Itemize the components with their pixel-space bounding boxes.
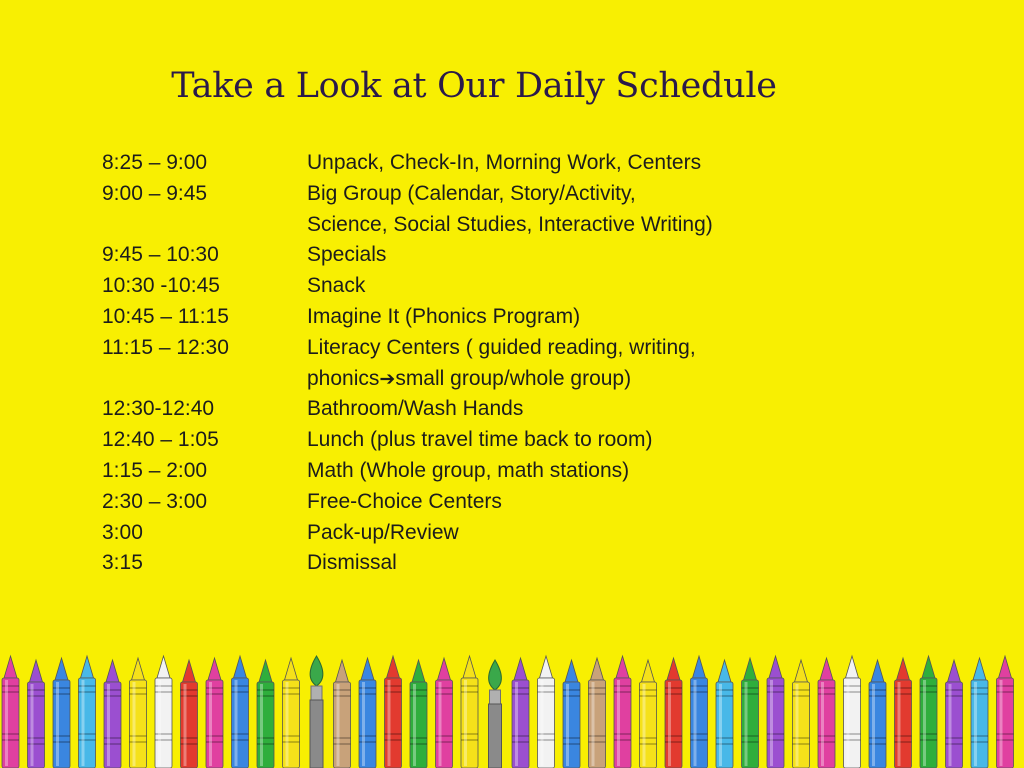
crayon-icon: [130, 658, 147, 768]
schedule-activity: [307, 179, 862, 241]
schedule-row: [102, 179, 862, 241]
paintbrush-icon: [310, 656, 323, 768]
crayon-icon: [79, 656, 96, 768]
crayon-icon: [640, 660, 657, 768]
activity-text: small group/whole group): [395, 366, 632, 390]
activity-text: phonics: [307, 366, 380, 390]
crayon-icon: [283, 658, 300, 768]
crayon-icon: [869, 660, 886, 768]
schedule-activity: [307, 240, 862, 271]
schedule-activity: [307, 487, 862, 518]
activity-line: Literacy Centers ( guided reading, writing,: [307, 335, 696, 359]
crayon-icon: [53, 658, 70, 768]
crayon-icon: [385, 656, 402, 768]
schedule-time: 3:15: [102, 551, 143, 575]
activity-line: Pack-up/Review: [307, 520, 459, 544]
schedule-activity: [307, 148, 862, 179]
crayon-icon: [512, 658, 529, 768]
crayon-icon: [563, 660, 580, 768]
activity-line: Snack: [307, 274, 366, 298]
crayon-icon: [920, 656, 937, 768]
crayon-icon: [742, 658, 759, 768]
schedule-activity: [307, 394, 862, 425]
crayon-icon: [334, 660, 351, 768]
crayon-icon: [895, 658, 912, 768]
activity-line: Unpack, Check-In, Morning Work, Centers: [307, 151, 702, 174]
crayon-icon: [691, 656, 708, 768]
crayon-icon: [359, 658, 376, 768]
schedule-row: [102, 394, 862, 425]
crayon-icon: [946, 660, 963, 768]
crayon-icon: [206, 658, 223, 768]
activity-line: Dismissal: [307, 551, 397, 575]
crayon-icon: [589, 658, 606, 768]
schedule-row: [102, 271, 862, 302]
crayon-icon: [28, 660, 45, 768]
activity-line: Specials: [307, 243, 387, 267]
activity-line: Imagine It (Phonics Program): [307, 304, 581, 328]
crayon-icon: [665, 658, 682, 768]
crayon-icon: [818, 658, 835, 768]
schedule-time: 10:45 – 11:15: [102, 304, 229, 328]
schedule-time: 2:30 – 3:00: [102, 489, 208, 513]
schedule-time: 12:30-12:40: [102, 397, 215, 421]
schedule-row: [102, 425, 862, 456]
schedule-row: [102, 302, 862, 333]
page-title: Take a Look at Our Daily Schedule: [171, 66, 777, 106]
schedule-row: [102, 240, 862, 271]
schedule-list: [102, 148, 862, 579]
crayons-border-icon: [0, 652, 1024, 768]
schedule-activity: [307, 548, 862, 579]
schedule-row: [102, 548, 862, 579]
schedule-row: [102, 518, 862, 549]
schedule-activity: [307, 425, 862, 456]
schedule-time: 9:45 – 10:30: [102, 243, 219, 267]
schedule-time: 1:15 – 2:00: [102, 458, 208, 482]
activity-line: Bathroom/Wash Hands: [307, 397, 524, 421]
crayon-icon: [614, 656, 631, 768]
crayon-icon: [104, 660, 121, 768]
crayon-icon: [716, 660, 733, 768]
schedule-activity: [307, 271, 862, 302]
schedule-time: 8:25 – 9:00: [102, 151, 208, 174]
crayon-icon: [2, 656, 19, 768]
schedule-row: [102, 148, 862, 179]
activity-line: Big Group (Calendar, Story/Activity,: [307, 181, 636, 205]
crayon-icon: [232, 656, 249, 768]
crayon-icon: [436, 658, 453, 768]
crayon-icon: [257, 660, 274, 768]
schedule-activity: [307, 518, 862, 549]
paintbrush-icon: [489, 660, 502, 768]
crayon-icon: [181, 660, 198, 768]
schedule-time: 11:15 – 12:30: [102, 335, 229, 359]
arrow-right-icon: ➔: [379, 367, 396, 390]
crayon-icon: [971, 658, 988, 768]
crayon-icon: [410, 660, 427, 768]
activity-line: Free-Choice Centers: [307, 489, 502, 513]
crayon-icon: [155, 656, 172, 768]
schedule-time: 10:30 -10:45: [102, 274, 220, 298]
activity-line: Lunch (plus travel time back to room): [307, 428, 653, 452]
schedule-row: [102, 456, 862, 487]
activity-line: [307, 364, 862, 395]
schedule-activity: [307, 456, 862, 487]
crayon-icon: [538, 656, 555, 768]
activity-line: Math (Whole group, math stations): [307, 458, 630, 482]
crayon-icon: [767, 656, 784, 768]
crayon-icon: [461, 656, 478, 768]
schedule-time: 9:00 – 9:45: [102, 181, 208, 205]
crayon-icon: [997, 656, 1014, 768]
schedule-activity: [307, 333, 862, 364]
schedule-time: 12:40 – 1:05: [102, 428, 219, 452]
crayon-icon: [793, 660, 810, 768]
activity-line: Science, Social Studies, Interactive Writing): [307, 212, 713, 236]
schedule-row: [102, 333, 862, 364]
schedule-activity: [307, 302, 862, 333]
crayon-icon: [844, 656, 861, 768]
schedule-row-continuation: [102, 364, 862, 395]
schedule-time: 3:00: [102, 520, 143, 544]
schedule-activity: [307, 364, 862, 395]
schedule-row: [102, 487, 862, 518]
